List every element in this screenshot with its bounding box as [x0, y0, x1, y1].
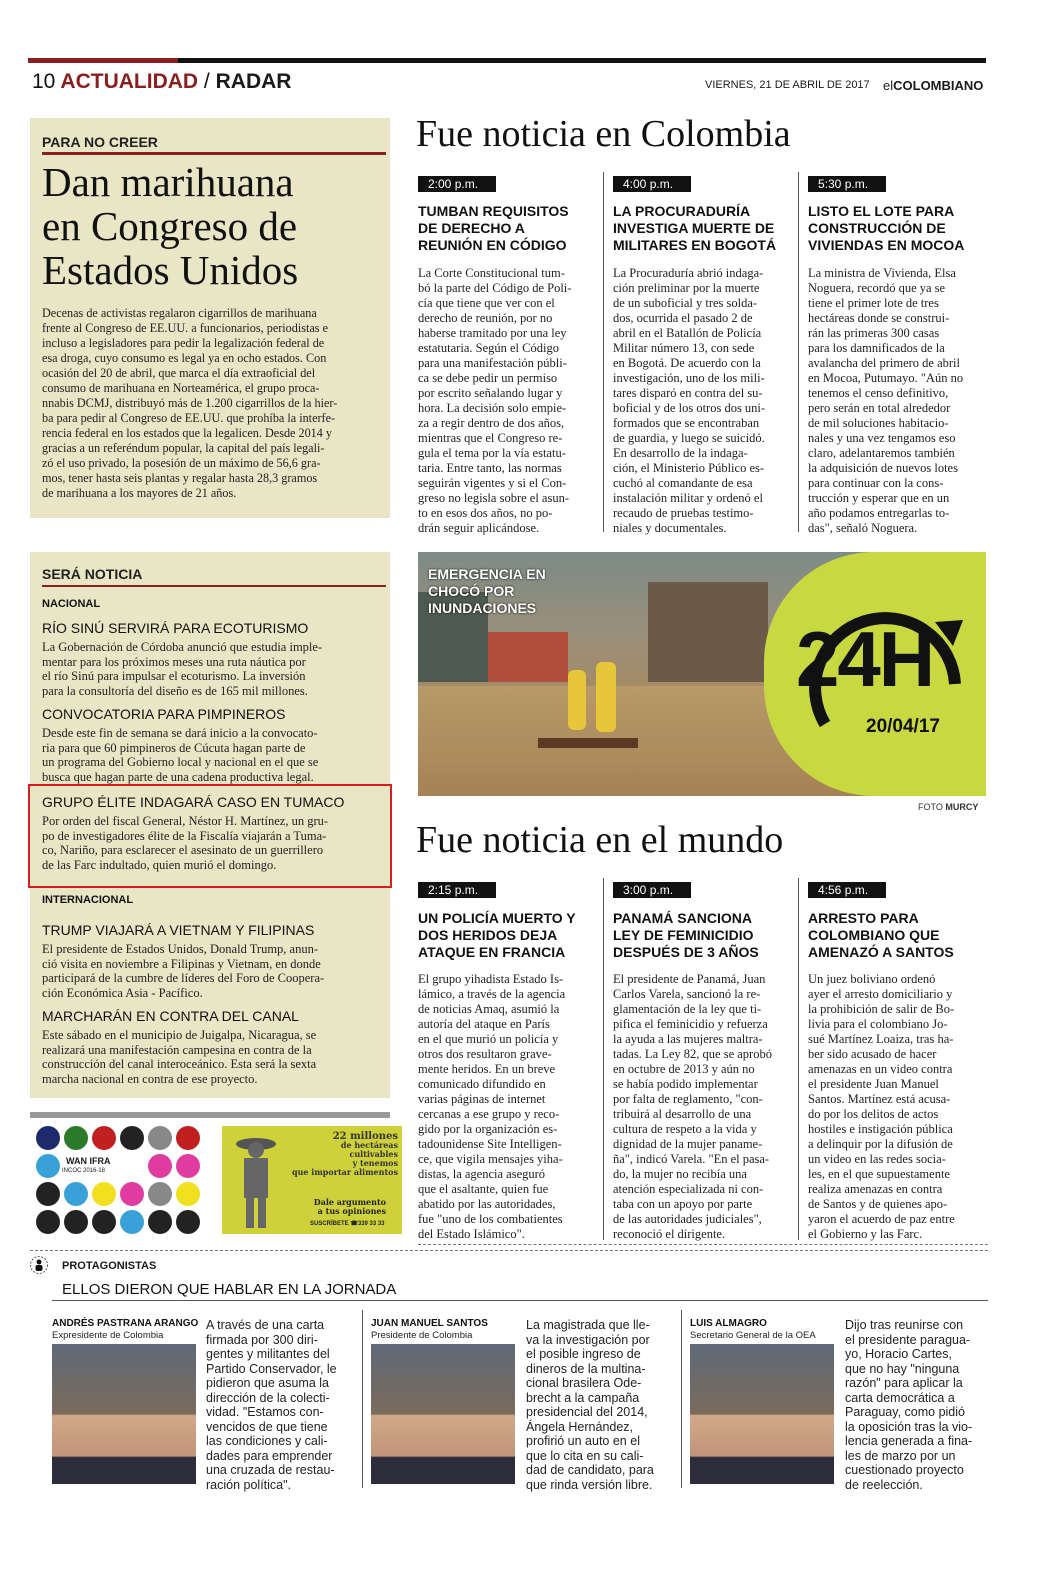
- news-item-body: Por orden del fiscal General, Néstor H. Martínez, un gru- po de investigadores élite de la Fiscalía viajarán a Tuma- co, Nariño, para esclarecer el asesinato de un guerrillero de las Farc indultado, quien murió el domingo.: [42, 814, 329, 872]
- protagonist-photo: [52, 1344, 196, 1484]
- news-item-headline: CONVOCATORIA PARA PIMPINEROS: [42, 706, 286, 722]
- protagonistas-subtitle: ELLOS DIERON QUE HABLAR EN LA JORNADA: [62, 1281, 397, 1298]
- para-no-creer-headline: Dan marihuana en Congreso de Estados Unidos: [42, 159, 299, 293]
- dateline: VIERNES, 21 DE ABRIL DE 2017: [705, 79, 870, 91]
- protagonist-role: Presidente de Colombia: [371, 1330, 473, 1341]
- colombia-section-title: Fue noticia en Colombia: [416, 113, 791, 155]
- colombia-body: La ministra de Vivienda, Elsa Noguera, recordó que ya se tiene el primer lote de tres hectáreas donde se construi- rán las primeras 300 casas para los damnificados de la avalancha del primero de abril en Mocoa, Putumayo. "Aún no tenemos el censo definitivo, pero serán en total alrededor de mil soluciones habitacio- nales y una vez tengamos eso claro, adelantaremos también la adquisición de nuevos lotes para continuar con la cons- trucción y esperar que en un año podamos entregarlas to- das", señaló Noguera.: [808, 266, 964, 535]
- 24h-date: 20/04/17: [866, 716, 940, 737]
- colombia-body: La Procuraduría abrió indaga- ción preliminar por la muerte de un suboficial y tres solda- dos, ocurrida el pasado 2 de abril en el Batallón de Policía Militar número 13, con sede en Bogotá. De acuerdo con la investigación, uno de los mili- tares disparó en contra del su- boficial y de los otros dos uni- formados que se encontraban de guardia, y luego se suicidó. En desarrollo de la indaga- ción, el Ministerio Público es- cuchó al comandante de esa instalación militar y ordenó el recaudo de pruebas testimo- niales y documentales.: [613, 266, 766, 535]
- news-item-body: Desde este fin de semana se dará inicio a la convocato- ria para que 60 pimpineros de Cúcuta hagan parte de un programa del Gobierno local y nacional en el que se busca que hagan parte de una cadena productiva legal.: [42, 726, 319, 784]
- time-box: 4:56 p.m.: [808, 882, 886, 898]
- color-calibration-ad: [30, 1124, 208, 1236]
- mundo-body: Un juez boliviano ordenó ayer el arresto domiciliario y la prohibición de salir de Bo- livia para el colombiano Jo- sué Martínez Loaiza, tras ha- ber sido acusado de hacer amenazas en un video contra el presidente Juan Manuel Santos. Martínez está acusa- do por los delitos de actos hostiles e instigación pública a delinquir por la difusión de un video en las redes socia- les, en el que supuestamente realiza amenazas en contra de Santos y de quienes apo- yaron el acuerdo de paz entre el Gobierno y las Farc.: [808, 972, 955, 1241]
- news-item-headline: TRUMP VIAJARÁ A VIETNAM Y FILIPINAS: [42, 922, 315, 938]
- incoc-label: INCOC 2016-18: [62, 1168, 106, 1174]
- news-item-headline: GRUPO ÉLITE INDAGARÁ CASO EN TUMACO: [42, 794, 345, 810]
- column-divider: [798, 878, 799, 1240]
- section-divider: [30, 1250, 988, 1251]
- ad-subscribe: SUSCRÍBETE ☎339 33 33: [310, 1221, 385, 1227]
- subsection-name: RADAR: [215, 70, 292, 93]
- protagonist-body: A través de una carta firmada por 300 diri- gentes y militantes del Partido Conservador, le pidieron que asuma la dirección de la colecti- vidad. "Estamos con- vencidos de que tiene las condiciones y cali- dades para emprender una cruzada de restau- ración política".: [206, 1318, 337, 1492]
- subtitle-rule: [52, 1300, 988, 1301]
- news-item-body: El presidente de Estados Unidos, Donald Trump, anun- ció visita en noviembre a Filipinas y Vietnam, en donde participará de la cumbre de líderes del Foro de Coopera- ción Económica Asia - Pacífico.: [42, 942, 325, 1000]
- mundo-section-title: Fue noticia en el mundo: [416, 819, 784, 861]
- ad-cta: Dale argumento a tus opiniones: [313, 1197, 386, 1216]
- 24h-text: 24H: [796, 615, 934, 703]
- protagonist-name: ANDRÉS PASTRANA ARANGO: [52, 1318, 199, 1329]
- section-header: [32, 70, 291, 94]
- photo-credit: FOTO MURCY: [918, 802, 979, 812]
- protagonist-photo: [690, 1344, 834, 1484]
- news-item-body: Este sábado en el municipio de Juigalpa, Nicaragua, se realizará una manifestación campesina en contra de la construcción del canal interoceánico. Esta será la sexta marcha nacional en contra de ese proyecto.: [42, 1028, 317, 1086]
- para-no-creer-body: Decenas de activistas regalaron cigarrillos de marihuana frente al Congreso de EE.UU. a funcionarios, periodistas e incluso a legisladores para pedir la legalización federal de esa droga, cuyo consumo es legal ya en ocho estados. Con ocasión del 20 de abril, que marca el día extraoficial del consumo de marihuana en Norteamérica, el grupo procа- nnabis DCMJ, distribuyó más de 1.200 cigarrillos de la hier- ba para pedir al Congreso de EE.UU. que prohíba la interfe- rencia federal en los estados que la legalicen. Desde 2014 y gracias a un referéndum popular, la capital del país legali- zó el uso privado, la posesión de un máximo de 56,6 gra- mos, tener hasta seis plantas y regalar hasta 28,3 gramos de marihuana a los mayores de 21 años.: [42, 306, 338, 500]
- protagonist-body: La magistrada que lle- va la investigación por el posible ingreso de dineros de la multina- cional brasilera Ode- brecht a la campaña presidencial del 2014, Ángela Hernández, profirió un auto en el que lo cita en su cali- dad de candidato, para que rinda versión libre.: [526, 1318, 654, 1492]
- column-divider: [798, 172, 799, 532]
- news-item-headline: MARCHARÁN EN CONTRA DEL CANAL: [42, 1008, 299, 1024]
- wan-ifra-label: WAN IFRA: [66, 1156, 111, 1166]
- section-divider: [418, 1244, 988, 1245]
- colombia-body: La Corte Constitucional tum- bó la parte del Código de Poli- cía que tiene que ver con el derecho de reunión, por no haberse tramitado por una ley estatutaria. Según el Código para una manifestación públi- ca se debe pedir un permiso por escrito señalando lugar y hora. La decisión solo empie- za a regir dentro de dos años, mientras que el Congreso re- gula el tema por la vía estatu- taria. Entre tanto, las normas seguirán vigentes y si el Con- greso no legisla sobre el asun- to en esos dos años, no po- drán seguir aplicándose.: [418, 266, 572, 535]
- person-icon: [30, 1256, 48, 1274]
- kicker-rule: [42, 152, 386, 155]
- para-no-creer-kicker: PARA NO CREER: [42, 134, 158, 150]
- mundo-headline: UN POLICÍA MUERTO Y DOS HERIDOS DEJA ATAQUE EN FRANCIA: [418, 910, 576, 960]
- protagonist-photo: [371, 1344, 515, 1484]
- protagonist-body: Dijo tras reunirse con el presidente paragua- yo, Horacio Cartes, que no hay "ninguna razón" para aplicar la carta democrática a Paraguay, como pidió la oposición tras la vio- lencia generada a fina- les de marzo por un cuestionado proyecto de reelección.: [845, 1318, 973, 1492]
- column-divider: [362, 1310, 363, 1488]
- ad-text: 22 millones de hectáreas cultivables y tenemos que importar alimentos: [292, 1131, 398, 1177]
- mundo-headline: ARRESTO PARA COLOMBIANO QUE AMENAZÓ A SANTOS: [808, 910, 954, 960]
- protagonist-name: LUIS ALMAGRO: [690, 1318, 767, 1329]
- colombia-headline: LA PROCURADURÍA INVESTIGA MUERTE DE MILITARES EN BOGOTÁ: [613, 203, 777, 253]
- newspaper-logo: elCOLOMBIANO: [883, 78, 984, 93]
- farmer-silhouette-icon: [226, 1130, 286, 1230]
- time-box: 2:15 p.m.: [418, 882, 496, 898]
- time-box: 2:00 p.m.: [418, 176, 496, 192]
- section-name: ACTUALIDAD: [60, 70, 199, 93]
- time-box: 5:30 p.m.: [808, 176, 886, 192]
- protagonist-role: Expresidente de Colombia: [52, 1330, 164, 1341]
- ad-divider: [30, 1112, 390, 1118]
- colombia-headline: TUMBAN REQUISITOS DE DERECHO A REUNIÓN EN CÓDIGO: [418, 203, 569, 253]
- internacional-label: INTERNACIONAL: [42, 894, 134, 906]
- sera-noticia-kicker: SERÁ NOTICIA: [42, 566, 143, 582]
- protagonist-name: JUAN MANUEL SANTOS: [371, 1318, 488, 1329]
- time-box: 4:00 p.m.: [613, 176, 691, 192]
- page-number: 10: [32, 70, 56, 93]
- column-divider: [603, 172, 604, 532]
- mundo-body: El presidente de Panamá, Juan Carlos Varela, sancionó la re- glamentación de la ley que ti- pifica el feminicidio y refuerza la ayuda a las mujeres maltra- tadas. La Ley 82, que se aprobó en octubre de 2013 y aún no se había podido implementar por falta de reglamento, "con- tribuirá al desarrollo de una cultura de respeto a la vida y dignidad de la mujer paname- ña", indicó Varela. "En el pasa- do, la mujer no recibía una atención especializada ni con- taba con un apoyo por parte de las autoridades judiciales", reconoció el dirigente.: [613, 972, 772, 1241]
- column-divider: [603, 878, 604, 1240]
- nacional-label: NACIONAL: [42, 598, 101, 610]
- mundo-headline: PANAMÁ SANCIONA LEY DE FEMINICIDIO DESPUÉS DE 3 AÑOS: [613, 910, 759, 960]
- mundo-body: El grupo yihadista Estado Is- lámico, a través de la agencia de noticias Amaq, asumió la autoría del ataque en París en el que murió un policía y otros dos resultaron grave- mente heridos. En un breve comunicado difundido en varias páginas de internet cercanas a ese grupo y reco- gido por la organización es- tadounidense Site Intelligen- ce, que vigila mensajes yiha- distas, la agencia aseguró que el asaltante, quien fue abatido por las autoridades, fue "uno de los combatientes del Estado Islámico".: [418, 972, 566, 1241]
- protagonistas-kicker: PROTAGONISTAS: [62, 1260, 157, 1272]
- kicker-rule: [42, 585, 386, 587]
- news-item-headline: RÍO SINÚ SERVIRÁ PARA ECOTURISMO: [42, 620, 309, 636]
- top-rule: [28, 58, 986, 63]
- photo-caption: EMERGENCIA EN CHOCÓ POR INUNDACIONES: [428, 566, 546, 616]
- news-item-body: La Gobernación de Córdoba anunció que estudia imple- mentar para los próximos meses una ruta náutica por el río Sinú para impulsar el ecoturismo. La inversión para la consultoría del diseño es de 165 mil millones.: [42, 640, 323, 698]
- colombia-headline: LISTO EL LOTE PARA CONSTRUCCIÓN DE VIVIENDAS EN MOCOA: [808, 203, 965, 253]
- section-separator: /: [203, 70, 210, 93]
- time-box: 3:00 p.m.: [613, 882, 691, 898]
- column-divider: [681, 1310, 682, 1488]
- protagonist-role: Secretario General de la OEA: [690, 1330, 816, 1341]
